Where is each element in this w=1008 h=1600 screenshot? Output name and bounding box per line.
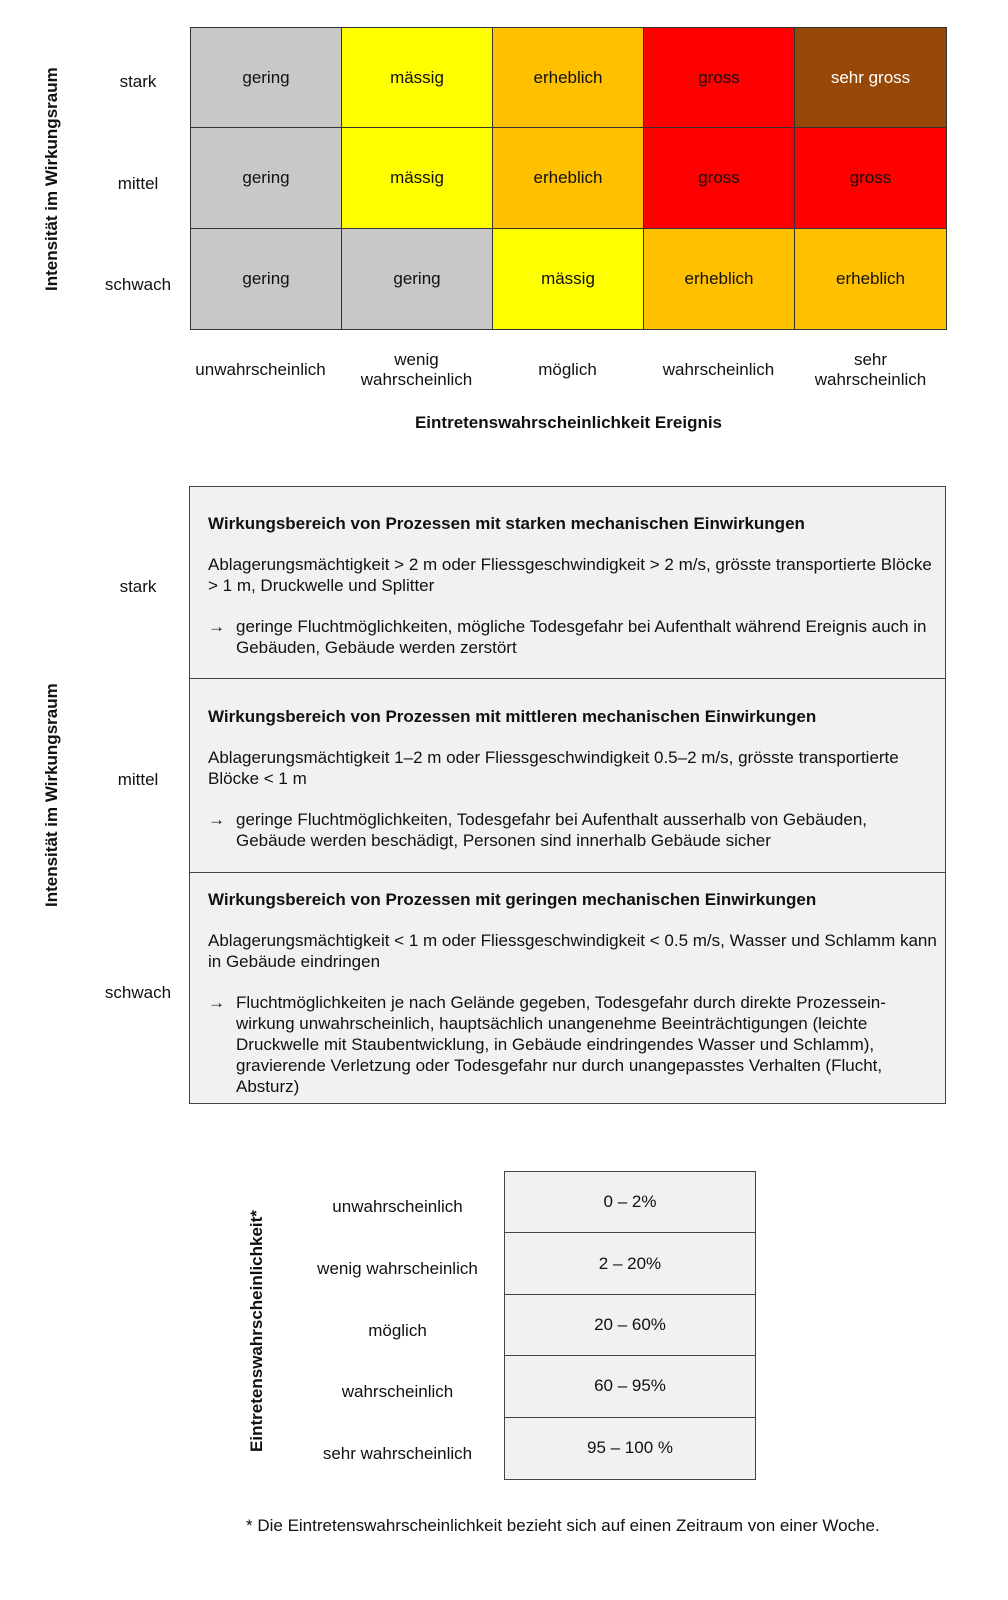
matrix-col-label: wahrscheinlich bbox=[662, 360, 775, 379]
matrix-col-label: sehr wahrscheinlich bbox=[814, 350, 927, 389]
section-criteria: Ablagerungsmächtigkeit > 2 m oder Fliessgeschwindigkeit > 2 m/s, grösste transportierte Blöcke > 1 m, Druckwelle und Splitter bbox=[208, 555, 932, 595]
section-consequence bbox=[208, 616, 937, 658]
consequence-text: Fluchtmöglichkeiten je nach Gelände gegeben, Todesgefahr durch direkte Prozessein-wirkung unwahrscheinlich, hauptsächlich unangenehme Beeinträchtigungen (leichte Druckwelle mit Staubentwicklung, in Gebäude eindringendes Wasser und Schlamm), gravierende Verletzung oder Todesgefahr nur durch unangepasstes Verhalten (Flucht, Absturz) bbox=[236, 993, 886, 1096]
probability-y-axis-title: Eintretenswahrscheinlichkeit* bbox=[247, 1210, 266, 1452]
matrix-cell: gering bbox=[342, 229, 493, 329]
section-title: Wirkungsbereich von Prozessen mit geringen mechanischen Einwirkungen bbox=[208, 890, 817, 909]
intensity-section-schwach bbox=[190, 872, 945, 1103]
matrix-col-label: unwahrscheinlich bbox=[195, 360, 326, 379]
probability-range: 95 – 100 % bbox=[586, 1438, 673, 1458]
section-title: Wirkungsbereich von Prozessen mit starken mechanischen Einwirkungen bbox=[208, 514, 805, 533]
probability-label: wahrscheinlich bbox=[341, 1382, 454, 1401]
matrix-cell: gering bbox=[191, 28, 342, 128]
matrix-cell: gross bbox=[644, 128, 795, 228]
matrix-cell: erheblich bbox=[644, 229, 795, 329]
matrix-cell: gering bbox=[191, 128, 342, 228]
matrix-cell: erheblich bbox=[493, 28, 644, 128]
section-consequence bbox=[208, 992, 937, 1097]
section-consequence bbox=[208, 809, 937, 851]
probability-label: unwahrscheinlich bbox=[332, 1197, 463, 1216]
matrix-cell: mässig bbox=[342, 28, 493, 128]
intensity-section-mittel bbox=[190, 678, 945, 872]
probability-range: 0 – 2% bbox=[505, 1172, 755, 1233]
arrow-right-icon: → bbox=[208, 617, 225, 636]
section-criteria: Ablagerungsmächtigkeit < 1 m oder Fliessgeschwindigkeit < 0.5 m/s, Wasser und Schlamm kann in Gebäude eindringen bbox=[208, 931, 937, 971]
intensity-y-axis-title: Intensität im Wirkungsraum bbox=[42, 683, 61, 907]
consequence-text: geringe Fluchtmöglichkeiten, mögliche Todesgefahr bei Aufenthalt während Ereignis auch in Gebäuden, Gebäude werden zerstört bbox=[236, 617, 927, 657]
matrix-cell: erheblich bbox=[493, 128, 644, 228]
section-title: Wirkungsbereich von Prozessen mit mittleren mechanischen Einwirkungen bbox=[208, 707, 817, 726]
intensity-row-label-stark: stark bbox=[119, 577, 157, 596]
matrix-cell: gering bbox=[191, 229, 342, 329]
matrix-cell: sehr gross bbox=[795, 28, 946, 128]
arrow-right-icon: → bbox=[208, 993, 225, 1012]
matrix-cell: erheblich bbox=[795, 229, 946, 329]
intensity-row-label-mittel: mittel bbox=[117, 770, 159, 789]
probability-range: 60 – 95% bbox=[505, 1356, 755, 1417]
section-criteria: Ablagerungsmächtigkeit 1–2 m oder Fliessgeschwindigkeit 0.5–2 m/s, grösste transportierte Blöcke < 1 m bbox=[208, 748, 899, 788]
footnote: * Die Eintretenswahrscheinlichkeit bezieht sich auf einen Zeitraum von einer Woche. bbox=[246, 1516, 880, 1535]
probability-range: 2 – 20% bbox=[505, 1233, 755, 1294]
probability-label: möglich bbox=[368, 1321, 427, 1340]
matrix-row-label-mittel: mittel bbox=[117, 174, 159, 193]
matrix-col-label: wenig wahrscheinlich bbox=[360, 350, 473, 389]
risk-matrix-grid bbox=[190, 27, 947, 330]
probability-range: 20 – 60% bbox=[505, 1295, 755, 1356]
intensity-row-label-schwach: schwach bbox=[104, 983, 172, 1002]
matrix-y-axis-title: Intensität im Wirkungsraum bbox=[42, 67, 61, 291]
matrix-cell: gross bbox=[644, 28, 795, 128]
intensity-description-box bbox=[189, 486, 946, 1104]
probability-label: sehr wahrscheinlich bbox=[322, 1444, 473, 1463]
matrix-cell: gross bbox=[795, 128, 946, 228]
matrix-cell: mässig bbox=[342, 128, 493, 228]
arrow-right-icon: → bbox=[208, 810, 225, 829]
matrix-col-label: möglich bbox=[538, 360, 597, 379]
matrix-cell: mässig bbox=[493, 229, 644, 329]
probability-table bbox=[504, 1171, 756, 1480]
matrix-row-label-stark: stark bbox=[119, 72, 157, 91]
intensity-section-stark bbox=[190, 487, 945, 678]
consequence-text: geringe Fluchtmöglichkeiten, Todesgefahr bei Aufenthalt ausserhalb von Gebäuden, Gebäude werden beschädigt, Personen sind innerhalb Gebäude sicher bbox=[236, 810, 868, 850]
probability-label: wenig wahrscheinlich bbox=[317, 1259, 478, 1278]
matrix-row-label-schwach: schwach bbox=[104, 275, 172, 294]
matrix-x-axis-title: Eintretenswahrscheinlichkeit Ereignis bbox=[414, 413, 723, 432]
